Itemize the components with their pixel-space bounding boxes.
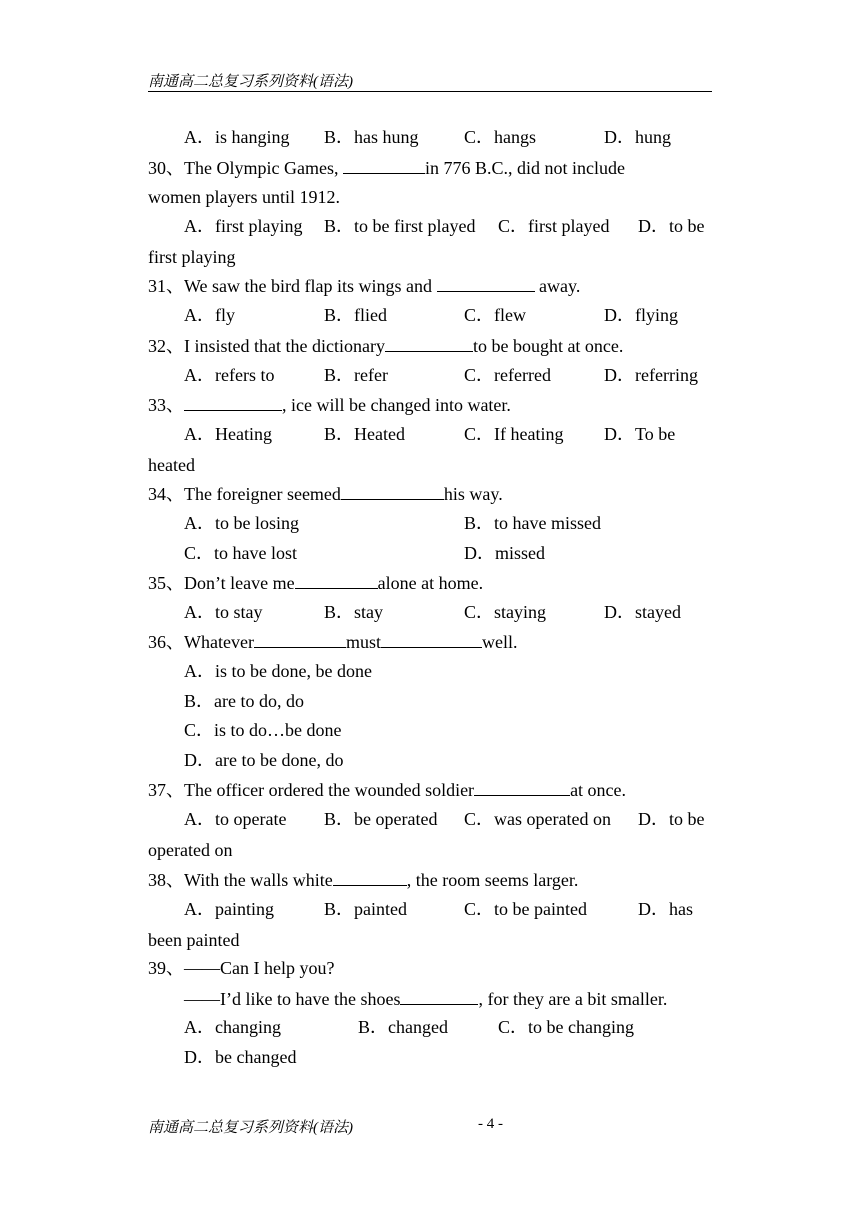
answer-blank bbox=[343, 156, 425, 174]
q35-option-c: C．staying bbox=[464, 602, 547, 622]
q35-option-d: D．stayed bbox=[604, 602, 681, 622]
q35-stem: 35、Don’t leave me alone at home. bbox=[148, 573, 484, 593]
q32-option-b: B．refer bbox=[324, 365, 388, 385]
answer-blank bbox=[381, 630, 482, 648]
q37-option-a: A．to operate bbox=[184, 809, 287, 829]
q36-option-b: B．are to do, do bbox=[184, 691, 304, 711]
q37-option-c: C．was operated on bbox=[464, 809, 611, 829]
q31-stem: 31、We saw the bird flap its wings and away. bbox=[148, 276, 581, 296]
q37-option-b: B．be operated bbox=[324, 809, 438, 829]
q30-stem-cont: women players until 1912. bbox=[148, 187, 340, 207]
answer-blank bbox=[474, 778, 570, 796]
q29-option-b: B．has hung bbox=[324, 127, 419, 147]
answer-blank bbox=[254, 630, 346, 648]
q36-option-c: C．is to do…be done bbox=[184, 720, 342, 740]
q39-option-c: C．to be changing bbox=[498, 1017, 634, 1037]
q38-stem: 38、With the walls white , the room seems larger. bbox=[148, 870, 579, 890]
q29-option-a: A．is hanging bbox=[184, 127, 290, 147]
q36-option-d: D．are to be done, do bbox=[184, 750, 344, 770]
q31-option-b: B．flied bbox=[324, 305, 387, 325]
q32-option-c: C．referred bbox=[464, 365, 551, 385]
q30-option-b: B．to be first played bbox=[324, 216, 476, 236]
q38-option-d-cont: been painted bbox=[148, 930, 240, 950]
q33-option-c: C．If heating bbox=[464, 424, 564, 444]
q34-option-c: C．to have lost bbox=[184, 543, 297, 563]
q36-option-a: A．is to be done, be done bbox=[184, 661, 372, 681]
q34-option-a: A．to be losing bbox=[184, 513, 299, 533]
q33-option-d-cont: heated bbox=[148, 455, 195, 475]
q30-stem: 30、The Olympic Games, in 776 B.C., did not include bbox=[148, 158, 625, 178]
q32-option-a: A．refers to bbox=[184, 365, 275, 385]
q32-option-d: D．referring bbox=[604, 365, 698, 385]
q30-option-d-cont: first playing bbox=[148, 247, 236, 267]
q29-option-d: D．hung bbox=[604, 127, 671, 147]
answer-blank bbox=[400, 987, 478, 1005]
q33-option-b: B．Heated bbox=[324, 424, 405, 444]
page-header: 南通高二总复习系列资料(语法) bbox=[148, 74, 353, 90]
q30-option-d: D．to be bbox=[638, 216, 705, 236]
q35-option-a: A．to stay bbox=[184, 602, 263, 622]
q39-option-b: B．changed bbox=[358, 1017, 448, 1037]
q31-option-d: D．flying bbox=[604, 305, 678, 325]
answer-blank bbox=[341, 482, 444, 500]
q38-option-d: D．has bbox=[638, 899, 693, 919]
q37-option-d: D．to be bbox=[638, 809, 705, 829]
q34-stem: 34、The foreigner seemed his way. bbox=[148, 484, 503, 504]
answer-blank bbox=[295, 571, 378, 589]
page-number: - 4 - bbox=[478, 1116, 503, 1132]
q31-option-c: C．flew bbox=[464, 305, 526, 325]
q35-option-b: B．stay bbox=[324, 602, 384, 622]
q37-option-d-cont: operated on bbox=[148, 840, 233, 860]
answer-blank bbox=[385, 334, 473, 352]
header-rule bbox=[148, 91, 712, 92]
q33-option-d: D．To be bbox=[604, 424, 676, 444]
q33-option-a: A．Heating bbox=[184, 424, 272, 444]
q34-option-d: D．missed bbox=[464, 543, 545, 563]
q39-option-d: D．be changed bbox=[184, 1047, 297, 1067]
q39-stem-line1: 39、——Can I help you? bbox=[148, 958, 335, 978]
answer-blank bbox=[184, 393, 282, 411]
q39-option-a: A．changing bbox=[184, 1017, 281, 1037]
q30-option-c: C．first played bbox=[498, 216, 610, 236]
q30-option-a: A．first playing bbox=[184, 216, 303, 236]
q29-option-c: C．hangs bbox=[464, 127, 536, 147]
q38-option-b: B．painted bbox=[324, 899, 407, 919]
q33-stem: 33、 , ice will be changed into water. bbox=[148, 395, 511, 415]
answer-blank bbox=[437, 274, 535, 292]
q38-option-c: C．to be painted bbox=[464, 899, 587, 919]
q36-stem: 36、Whatever must well. bbox=[148, 632, 518, 652]
q38-option-a: A．painting bbox=[184, 899, 274, 919]
page-footer: 南通高二总复习系列资料(语法) bbox=[148, 1120, 353, 1136]
q39-stem-line2: ——I’d like to have the shoes , for they are a bit smaller. bbox=[184, 989, 668, 1009]
q34-option-b: B．to have missed bbox=[464, 513, 601, 533]
answer-blank bbox=[333, 868, 407, 886]
q31-option-a: A．fly bbox=[184, 305, 235, 325]
q32-stem: 32、I insisted that the dictionary to be bought at once. bbox=[148, 336, 624, 356]
q37-stem: 37、The officer ordered the wounded soldier at once. bbox=[148, 780, 627, 800]
